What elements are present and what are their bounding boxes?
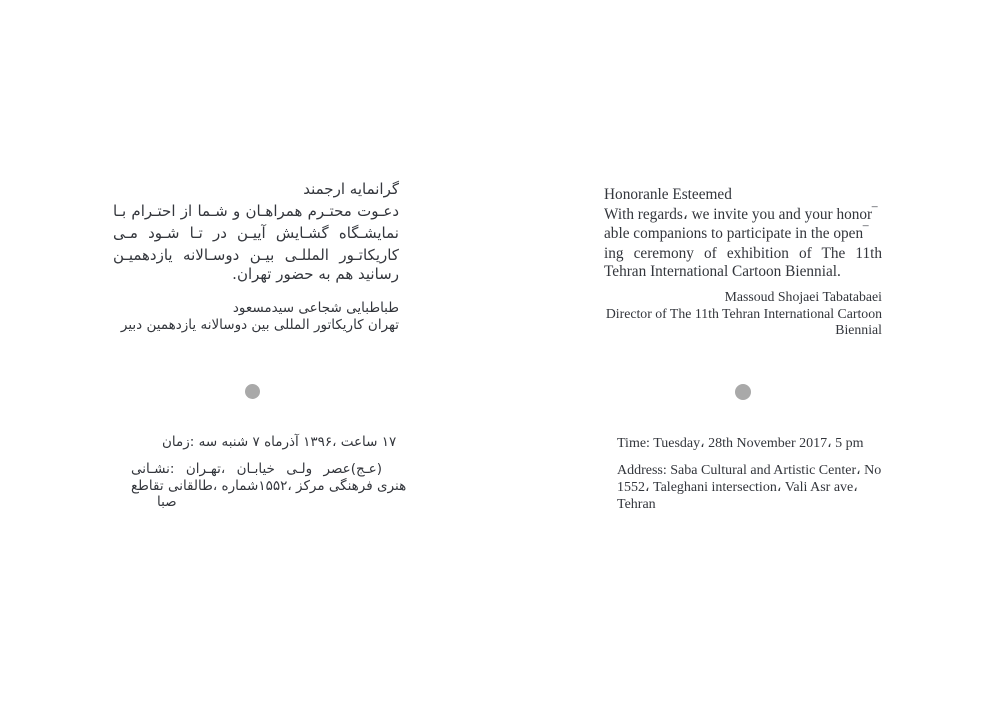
- persian-signature-name: سیدمسعود شجاعی طباطبایی: [232, 300, 399, 316]
- persian-body-line: .تهران حضور به هم رسانید: [232, 265, 399, 283]
- english-signature-title: Director of The 11th Tehran International Cartoon: [605, 305, 882, 321]
- persian-body-line: مـی شـود تـا در آییـن گشـایش نمایشـگاه: [113, 224, 399, 242]
- english-salutation: Honoranle Esteemed: [604, 186, 732, 203]
- persian-address-line: صبا: [157, 494, 177, 510]
- persian-body-line: بـا احتـرام از شـما و همراهـان محتـرم دعـوت: [113, 202, 400, 220]
- english-signature-name: Massoud Shojaei Tabatabaei: [724, 289, 882, 304]
- separator-dot-icon: [735, 384, 751, 400]
- english-body-line: able companions to participate in the open‾: [604, 225, 869, 242]
- english-address-line: Tehran: [617, 497, 656, 512]
- english-signature-title: Biennial: [835, 322, 882, 337]
- persian-address-line: تقاطع طالقانی، شماره۱۵۵۲، مرکز فرهنگی هنری: [131, 478, 407, 494]
- persian-signature-title: دبیر یازدهمین دوسالانه بین المللی کاریکاتور تهران: [120, 317, 399, 333]
- english-body-line: Tehran International Cartoon Biennial.: [604, 262, 841, 280]
- english-body-line: With regards، we invite you and your honor‾: [604, 205, 878, 223]
- english-address-line: Address: Saba Cultural and Artistic Center، No: [617, 463, 882, 478]
- persian-time-line: زمان: سه شنبه ۷ آذرماه ۱۳۹۶، ساعت ۱۷: [162, 434, 397, 450]
- english-body-line: ing ceremony of exhibition of The 11th: [604, 244, 882, 262]
- english-time-line: Time: Tuesday، 28th November 2017، 5 pm: [617, 436, 864, 451]
- persian-body-line: یازدهمیـن دوسـالانه بیـن المللـی کاریکاتـور: [113, 246, 399, 264]
- english-address-line: 1552، Taleghani intersection، Vali Asr ave،: [617, 480, 858, 495]
- persian-address-line: نشـانی: تهـران، خیابـان ولـی عصر(عـج): [131, 461, 383, 477]
- separator-dot-icon: [245, 384, 260, 399]
- persian-salutation: ارجمند گرانمایه: [303, 180, 399, 198]
